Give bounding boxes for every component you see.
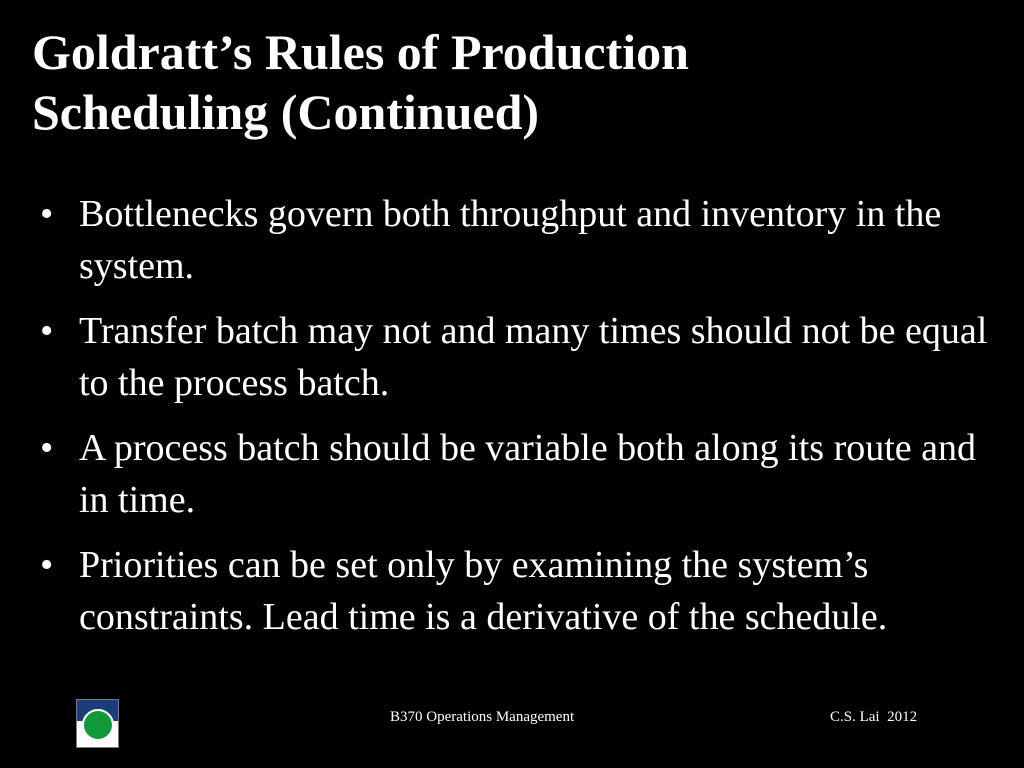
slide-title <box>32 22 992 142</box>
footer-author: C.S. Lai 2012 <box>830 709 918 725</box>
bullet-item <box>40 422 1000 526</box>
slide-title-line-1: Goldratt’s Rules of Production <box>32 24 689 80</box>
bullet-list <box>40 188 1000 656</box>
bullet-text: Transfer batch may not and many times should not be equal to the process batch. <box>79 310 988 404</box>
bullet-marker: • <box>40 310 54 352</box>
footer-course-name: B370 Operations Management <box>390 709 575 725</box>
bullet-item <box>40 188 1000 292</box>
bullet-marker: • <box>40 193 54 235</box>
bullet-marker: • <box>40 544 54 586</box>
bullet-text: Bottlenecks govern both throughput and inventory in the system. <box>79 193 942 287</box>
slide-title-line-2: Scheduling (Continued) <box>32 84 540 140</box>
bullet-text: Priorities can be set only by examining the system’s constraints. Lead time is a derivative of the schedule. <box>79 544 888 638</box>
bullet-marker: • <box>40 427 54 469</box>
logo-green-circle <box>82 709 114 741</box>
bullet-item <box>40 305 1000 409</box>
bullet-item <box>40 539 1000 643</box>
green-circle-logo-icon <box>76 699 119 748</box>
bullet-text: A process batch should be variable both along its route and in time. <box>79 427 977 521</box>
